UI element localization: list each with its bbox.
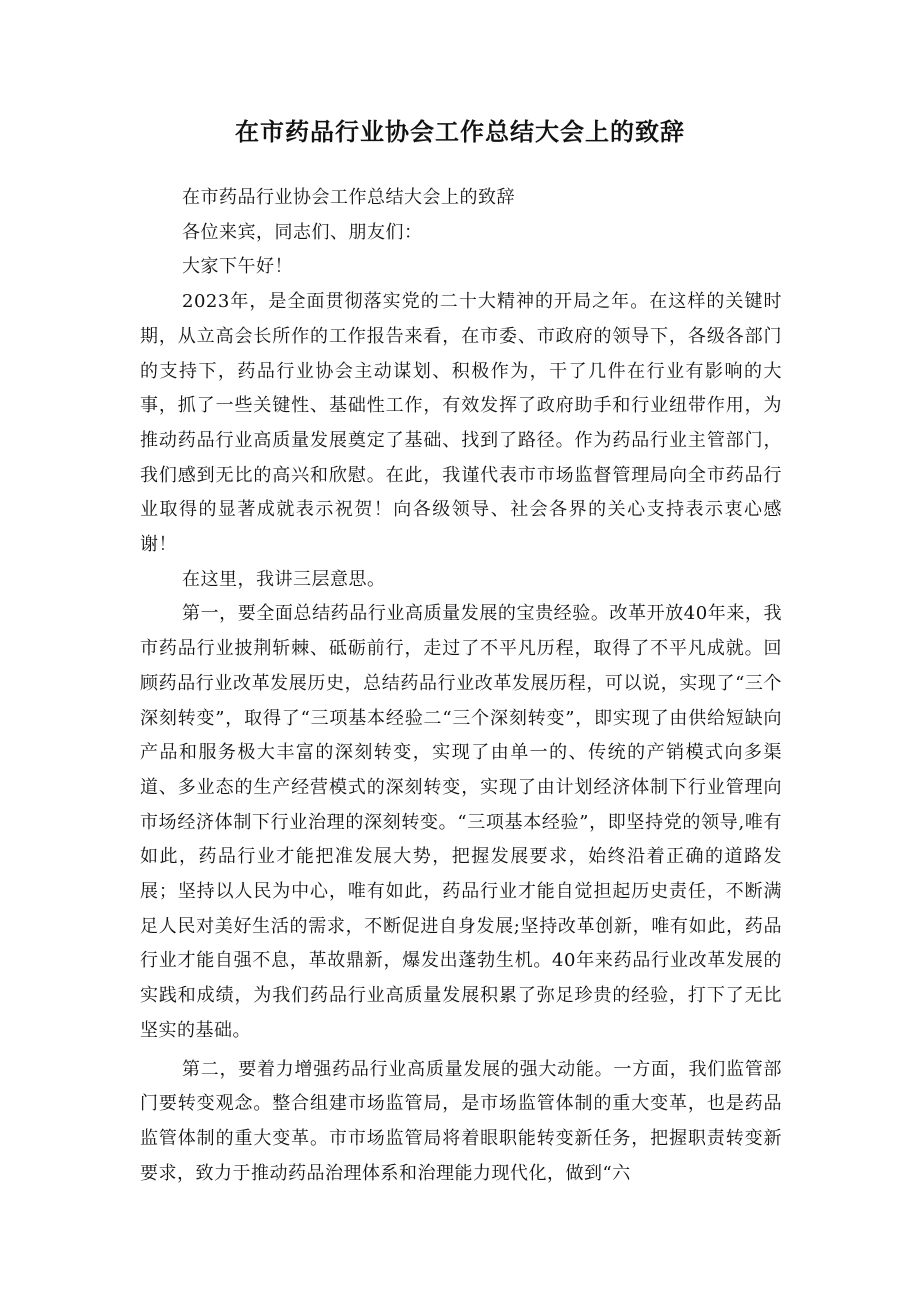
first-point-paragraph: 第一，要全面总结药品行业高质量发展的宝贵经验。改革开放40年来，我市药品行业披荆斩棘、砥砺前行，走过了不平凡历程，取得了不平凡成就。回顾药品行业改革发展历史，总结药品行业改革发展历程，可以说，实现了“三个深刻转变”，取得了“三项基本经验二“三个深刻转变”，即实现了由供给短缺向产品和服务极大丰富的深刻转变，实现了由单一的、传统的产销模式向多渠道、多业态的生产经营模式的深刻转变，实现了由计划经济体制下行业管理向市场经济体制下行业治理的深刻转变。“三项基本经验”，即坚持党的领导,唯有如此，药品行业才能把准发展大势，把握发展要求，始终沿着正确的道路发展；坚持以人民为中心，唯有如此，药品行业才能自觉担起历史责任，不断满足人民对美好生活的需求，不断促进自身发展;坚持改革创新，唯有如此，药品行业才能自强不息，革故鼎新，爆发出蓬勃生机。40年来药品行业改革发展的实践和成绩，为我们药品行业高质量发展积累了弥足珍贵的经验，打下了无比坚实的基础。 [140,603,782,1041]
subtitle-paragraph: 在市药品行业协会工作总结大会上的致辞 [182,187,515,208]
intro-paragraph: 2023年，是全面贯彻落实党的二十大精神的开局之年。在这样的关键时期，从立高会长所作的工作报告来看，在市委、市政府的领导下，各级各部门的支持下，药品行业协会主动谋划、积极作为，干了几件在行业有影响的大事，抓了一些关键性、基础性工作，有效发挥了政府助手和行业纽带作用，为推动药品行业高质量发展奠定了基础、找到了路径。作为药品行业主管部门，我们感到无比的高兴和欣慰。在此，我谨代表市市场监督管理局向全市药品行业取得的显著成就表示祝贺！向各级领导、社会各界的关心支持表示衷心感谢！ [140,291,782,556]
salutation-paragraph: 各位来宾，同志们、朋友们： [182,221,423,243]
greeting-paragraph: 大家下午好！ [182,256,293,278]
outline-paragraph: 在这里，我讲三层意思。 [182,568,386,590]
document-title: 在市药品行业协会工作总结大会上的致辞 [235,118,685,146]
document-body [140,181,782,1191]
second-point-paragraph: 第二，要着力增强药品行业高质量发展的强大动能。一方面，我们监管部门要转变观念。整合组建市场监管局，是市场监管体制的重大变革，也是药品监管体制的重大变革。市市场监管局将着眼职能转变新任务，把握职责转变新要求，致力于推动药品治理体系和治理能力现代化，做到“六 [140,1058,782,1184]
